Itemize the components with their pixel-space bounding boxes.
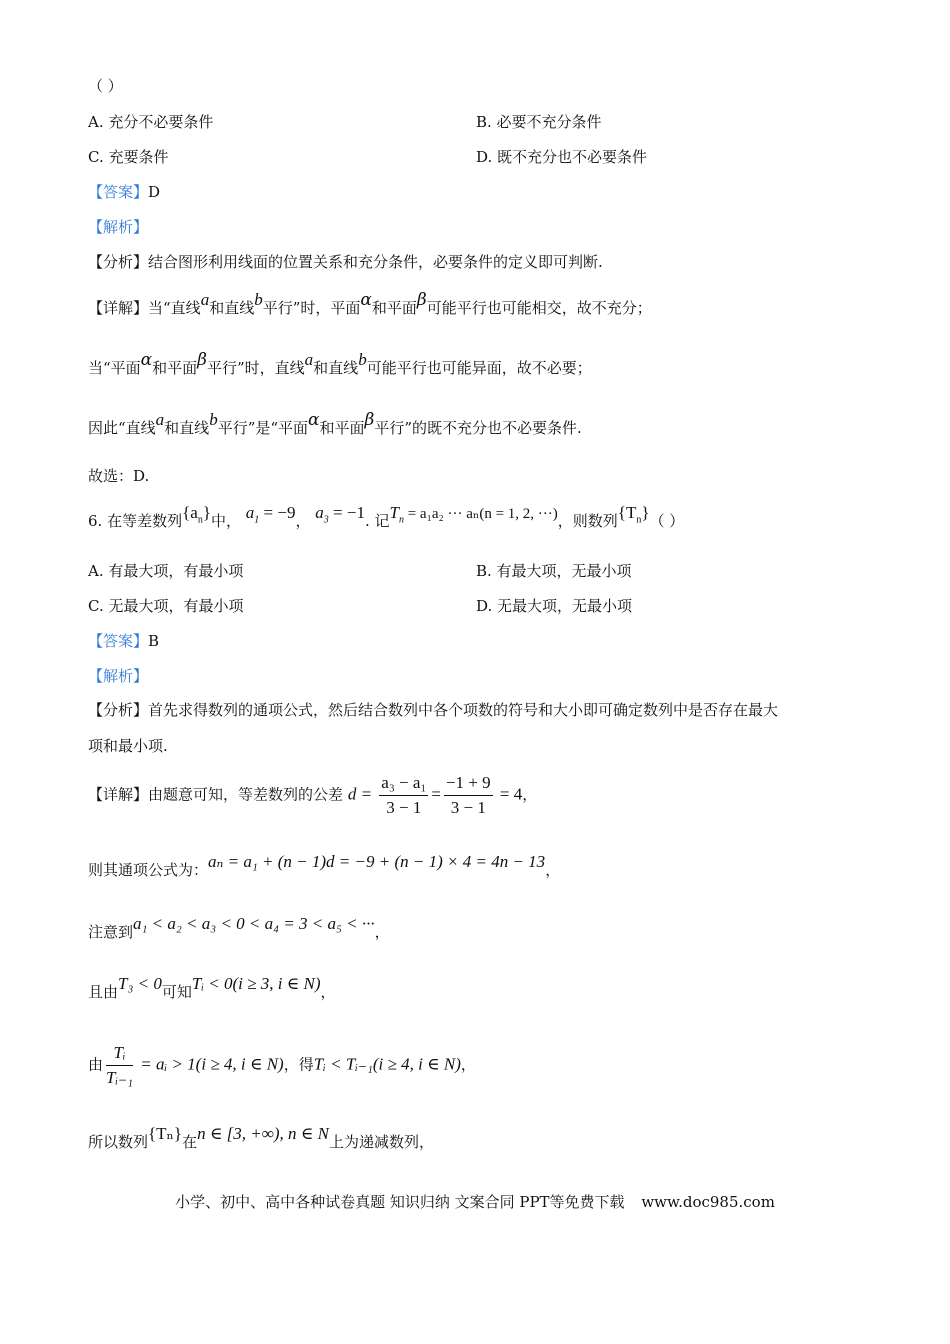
detail-text: 和平面 [152,359,198,377]
math-var: β [364,410,375,430]
detail-text: 和直线 [164,419,210,437]
q6-option-c: C. 无最大项，有最小项 [88,597,244,615]
stem-text: 中， [210,512,241,530]
footer-text: 小学、初中、高中各种试卷真题 知识归纳 文案合同 PPT等免费下载 [175,1193,625,1211]
footer-site-link[interactable]: www.doc985.com [641,1193,775,1211]
detail-text: 和平面 [371,299,417,317]
stem-text: ，则数列 [557,512,618,530]
detail-tag: 【详解】 [88,785,149,804]
math-var: α [140,350,153,370]
a3-given: $a_3 = -1$ [315,503,365,526]
fraction-ratio: $\frac{\text{Tᵢ}}{\text{Tᵢ₋₁}}$ [106,1043,134,1087]
fenxi-text: 首先求得数列的通项公式，然后结合数列中各个项数的符号和大小即可确定数列中是否存在最大 [148,701,779,719]
q5-detail-line-1 [88,290,652,318]
detail-text: 则其通项公式为： [88,861,209,879]
answer-tag: 【答案】 [88,632,149,650]
fenxi-tag: 【分析】 [88,253,149,271]
detail-text: 可知 [161,983,192,1001]
detail-text: 可能平行也可能异面，故不必要； [366,359,592,377]
answer-tag: 【答案】 [88,183,149,201]
math-var: β [197,350,207,370]
q6-so [88,1124,434,1152]
detail-text: ， [522,785,538,804]
math-seq-tn: {Tₙ} [148,1124,183,1143]
detail-text: ，得 [283,1055,314,1074]
q6-and-from [88,974,336,1002]
detail-text: 且由 [88,983,119,1001]
math-general-formula: aₙ = a₁ + (n − 1)d = −9 + (n − 1) × 4 = 4n − 13 [208,852,546,871]
math-var: β [416,290,427,310]
math-ti-negative: Tᵢ < 0(i ≥ 3, i ∈ N) [191,974,321,993]
math-var: a [200,290,210,309]
q5-option-d: D. 既不充分也不必要条件 [476,148,648,166]
q5-option-a: A. 充分不必要条件 [88,113,214,131]
detail-text: ， [460,1055,476,1074]
q5-conclusion: 故选：D. [88,467,150,485]
detail-text: 在 [182,1133,198,1151]
detail-text: 和平面 [319,419,365,437]
page-footer [0,1191,950,1212]
detail-tag: 【详解】 [88,299,149,317]
q6-general-term [88,852,561,880]
q5-answer [88,182,160,202]
answer-value: D [148,183,161,201]
q6-notice [88,914,390,942]
q6-fenxi-cont: 项和最小项. [88,737,168,755]
math-d-result: = 4 [495,784,523,804]
q5-fenxi [88,252,603,272]
seq-an: $\{a_n\}$ [182,503,211,526]
stem-text: ， [295,512,311,530]
detail-text: ， [374,923,390,941]
stem-text: 6. 在等差数列 [88,512,183,530]
detail-text: 所以数列 [88,1133,149,1151]
math-t3: T₃ < 0 [118,974,162,993]
answer-value: B [148,632,160,650]
stem-paren: （ ） [649,512,685,530]
q5-analysis-tag: 【解析】 [88,218,149,236]
q6-analysis-tag: 【解析】 [88,667,149,685]
q6-detail-d: 【详解】由题意可知，等差数列的公差 d = $\frac{\text{a₃ − a₁}}{3 - 1}$ = $\frac{-1 + 9}{3 - 1}$ = 4， [88,773,538,817]
math-ratio: = aᵢ > 1(i ≥ 4, i ∈ N) [136,1054,284,1074]
math-var: b [254,290,263,309]
stem-text: . 记 [364,512,390,530]
math-d: d = [347,784,377,804]
fraction-values: $\frac{-1 + 9}{3 - 1}$ [445,773,491,817]
detail-text: 平行”的既不充分也不必要条件. [374,419,582,437]
q6-option-d: D. 无最大项，无最小项 [476,597,633,615]
detail-text: 由 [88,1055,104,1074]
a1-given: $a_1 = -9$ [245,503,296,526]
math-range: n ∈ [3, +∞), n ∈ N [197,1124,329,1143]
detail-text: 和直线 [209,299,255,317]
detail-text: 平行”是“平面 [217,419,309,437]
detail-text: 平行”时，平面 [262,299,361,317]
q6-option-a: A. 有最大项，有最小项 [88,562,244,580]
q6-stem [88,503,685,538]
fenxi-tag: 【分析】 [88,701,149,719]
detail-text: 上为递减数列， [328,1133,434,1151]
detail-text: 因此“直线 [88,419,156,437]
math-var: α [360,290,372,310]
math-var: a [155,410,165,429]
q5-detail-line-2 [88,350,592,378]
fenxi-text: 结合图形利用线面的位置关系和充分条件，必要条件的定义即可判断. [148,253,603,271]
q5-option-b: B. 必要不充分条件 [476,113,602,131]
q6-option-b: B. 有最大项，无最小项 [476,562,632,580]
seq-tn: $\{T_n\}$ [617,503,650,526]
detail-text: 当“平面 [88,359,141,377]
detail-text: 当“直线 [148,299,201,317]
q5-paren: （ ） [88,77,123,95]
detail-text: ， [320,983,336,1001]
q6-ratio [88,1042,476,1089]
detail-text: 可能平行也可能相交，故不充分； [426,299,652,317]
q6-fenxi [88,700,778,720]
detail-text: 由题意可知，等差数列的公差 [148,785,344,804]
q6-answer [88,631,159,651]
detail-text: 平行”时，直线 [207,359,305,377]
math-var: b [209,410,218,429]
detail-text: 和直线 [313,359,359,377]
q5-option-c: C. 充要条件 [88,148,169,166]
math-var: a [304,350,314,369]
math-var: α [308,410,320,430]
tn-definition: $T_n = a_1a_2$ ··· aₙ(n = 1, 2, ···) [389,503,558,526]
math-decreasing: Tᵢ < Tᵢ₋₁(i ≥ 4, i ∈ N) [313,1054,461,1074]
q5-detail-line-3 [88,410,582,438]
fraction-a3-a1: $\frac{\text{a₃ − a₁}}{3 - 1}$ [381,773,427,817]
math-notice-formula: a₁ < a₂ < a₃ < 0 < a₄ = 3 < a₅ < ··· [133,914,375,933]
detail-text: ， [545,861,561,879]
math-var: b [358,350,367,369]
detail-text: 注意到 [88,923,134,941]
